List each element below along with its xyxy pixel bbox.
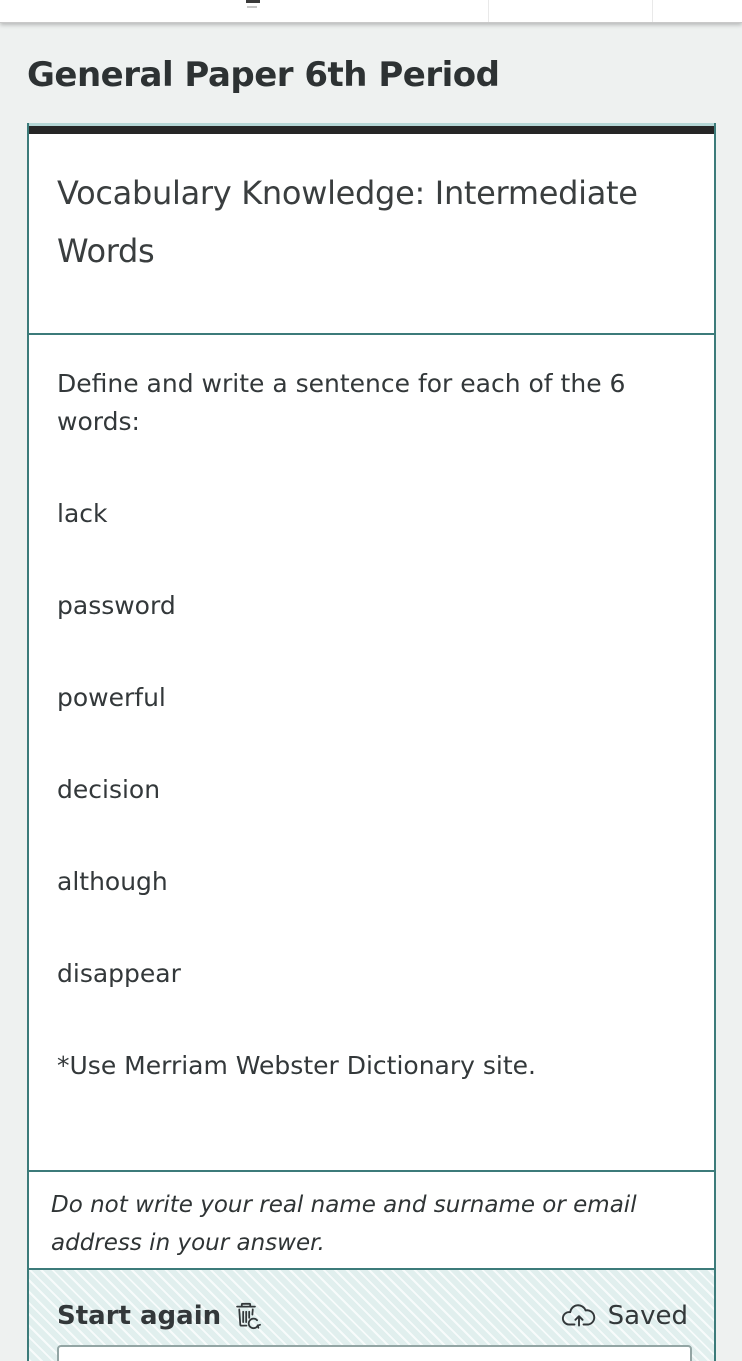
cutoff-logo-fragment: [246, 0, 260, 3]
card-top-bar: [29, 123, 714, 134]
assignment-body-section: [29, 333, 714, 1170]
header-divider: [488, 0, 489, 22]
word-item: although: [57, 867, 168, 896]
footer-toolbar: [57, 1300, 688, 1332]
privacy-note: Do not write your real name and surname or email address in your answer.: [51, 1192, 637, 1256]
assignment-footnote: *Use Merriam Webster Dictionary site.: [57, 1051, 536, 1080]
assignment-title-section: [29, 134, 714, 333]
cutoff-logo-fragment-shadow: [247, 6, 257, 8]
privacy-note-section: [29, 1170, 714, 1268]
answer-input[interactable]: [57, 1345, 692, 1361]
word-item: password: [57, 591, 176, 620]
cloud-upload-saved-icon: [560, 1302, 598, 1330]
word-item: disappear: [57, 959, 181, 988]
word-item: powerful: [57, 683, 166, 712]
assignment-instructions: Define and write a sentence for each of the 6 words:: [57, 369, 626, 436]
saved-status: [560, 1301, 688, 1331]
start-again-label: Start again: [57, 1301, 222, 1331]
word-item: decision: [57, 775, 161, 804]
saved-label: Saved: [607, 1301, 688, 1331]
app-header: [0, 0, 742, 23]
start-again-button[interactable]: [57, 1300, 261, 1332]
header-divider: [652, 0, 653, 22]
assignment-card: [27, 123, 716, 1361]
word-list: [57, 495, 686, 993]
word-item: lack: [57, 499, 108, 528]
page-title: General Paper 6th Period: [27, 55, 500, 95]
answer-footer: [29, 1268, 714, 1361]
assignment-title: Vocabulary Knowledge: Intermediate Words: [57, 174, 638, 270]
trash-restart-icon: [231, 1300, 261, 1332]
